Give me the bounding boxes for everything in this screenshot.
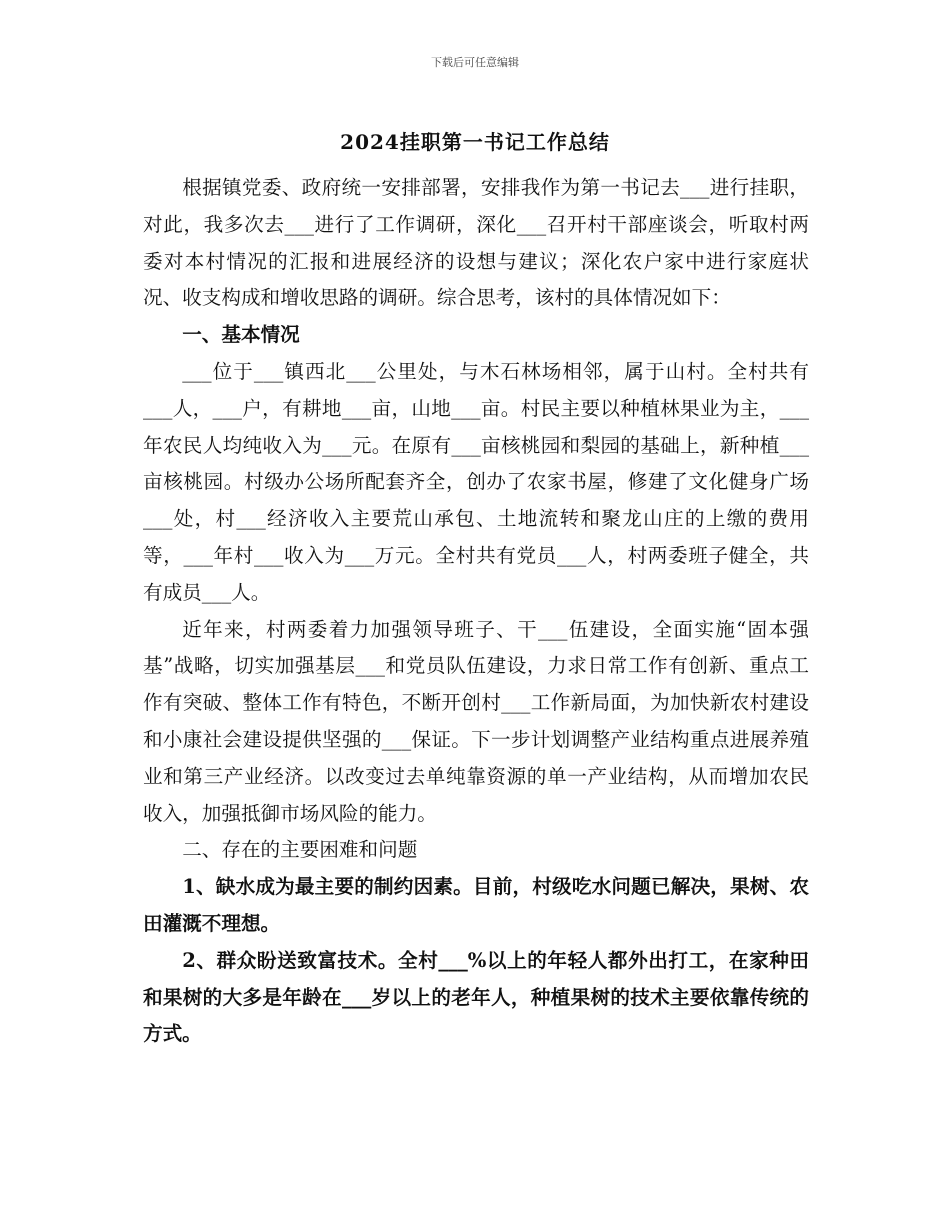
section-heading-basic: 一、基本情况 bbox=[182, 323, 300, 347]
intro-paragraph: 根据镇党委、政府统一安排部署，安排我作为第一书记去___进行挂职，对此，我多次去___进行了工作调研，深化___召开村干部座谈会，听取村两委对本村情况的汇报和进展经济的设想与建议；深化农户家中进行家庭状况、收支构成和增收思路的调研。综合思考，该村的具体情况如下： bbox=[143, 176, 809, 310]
basic-info-paragraph: ___位于___镇西北___公里处，与木石林场相邻，属于山村。全村共有___人，___户，有耕地___亩，山地___亩。村民主要以种植林果业为主，___年农民人均纯收入为___元。在原有___亩核桃园和梨园的基础上，新种植___亩核桃园。村级办公场所配套齐全，创办了农家书屋，修建了文化健身广场___处，村___经济收入主要荒山承包、土地流转和聚龙山庄的上缴的费用等，___年村___收入为___万元。全村共有党员___人，村两委班子健全，共有成员___人。 bbox=[143, 359, 809, 604]
section-heading-problems: 二、存在的主要困难和问题 bbox=[182, 838, 418, 862]
problem-item-2: 2、群众盼送致富技术。全村___%以上的年轻人都外出打工，在家种田和果树的大多是年龄在___岁以上的老年人，种植果树的技术主要依靠传统的方式。 bbox=[143, 948, 809, 1046]
document-body bbox=[143, 170, 809, 1053]
header-note: 下载后可任意编辑 bbox=[431, 56, 519, 69]
recent-work-paragraph: 近年来，村两委着力加强领导班子、干___伍建设，全面实施“固本强基”战略，切实加强基层___和党员队伍建设，力求日常工作有创新、重点工作有突破、整体工作有特色，不断开创村___工作新局面，为加快新农村建设和小康社会建设提供坚强的___保证。下一步计划调整产业结构重点进展养殖业和第三产业经济。以改变过去单纯靠资源的单一产业结构，从而增加农民收入，加强抵御市场风险的能力。 bbox=[143, 617, 809, 825]
problem-item-1: 1、缺水成为最主要的制约因素。目前，村级吃水问题已解决，果树、农田灌溉不理想。 bbox=[143, 875, 809, 935]
document-title: 2024挂职第一书记工作总结 bbox=[340, 130, 610, 154]
